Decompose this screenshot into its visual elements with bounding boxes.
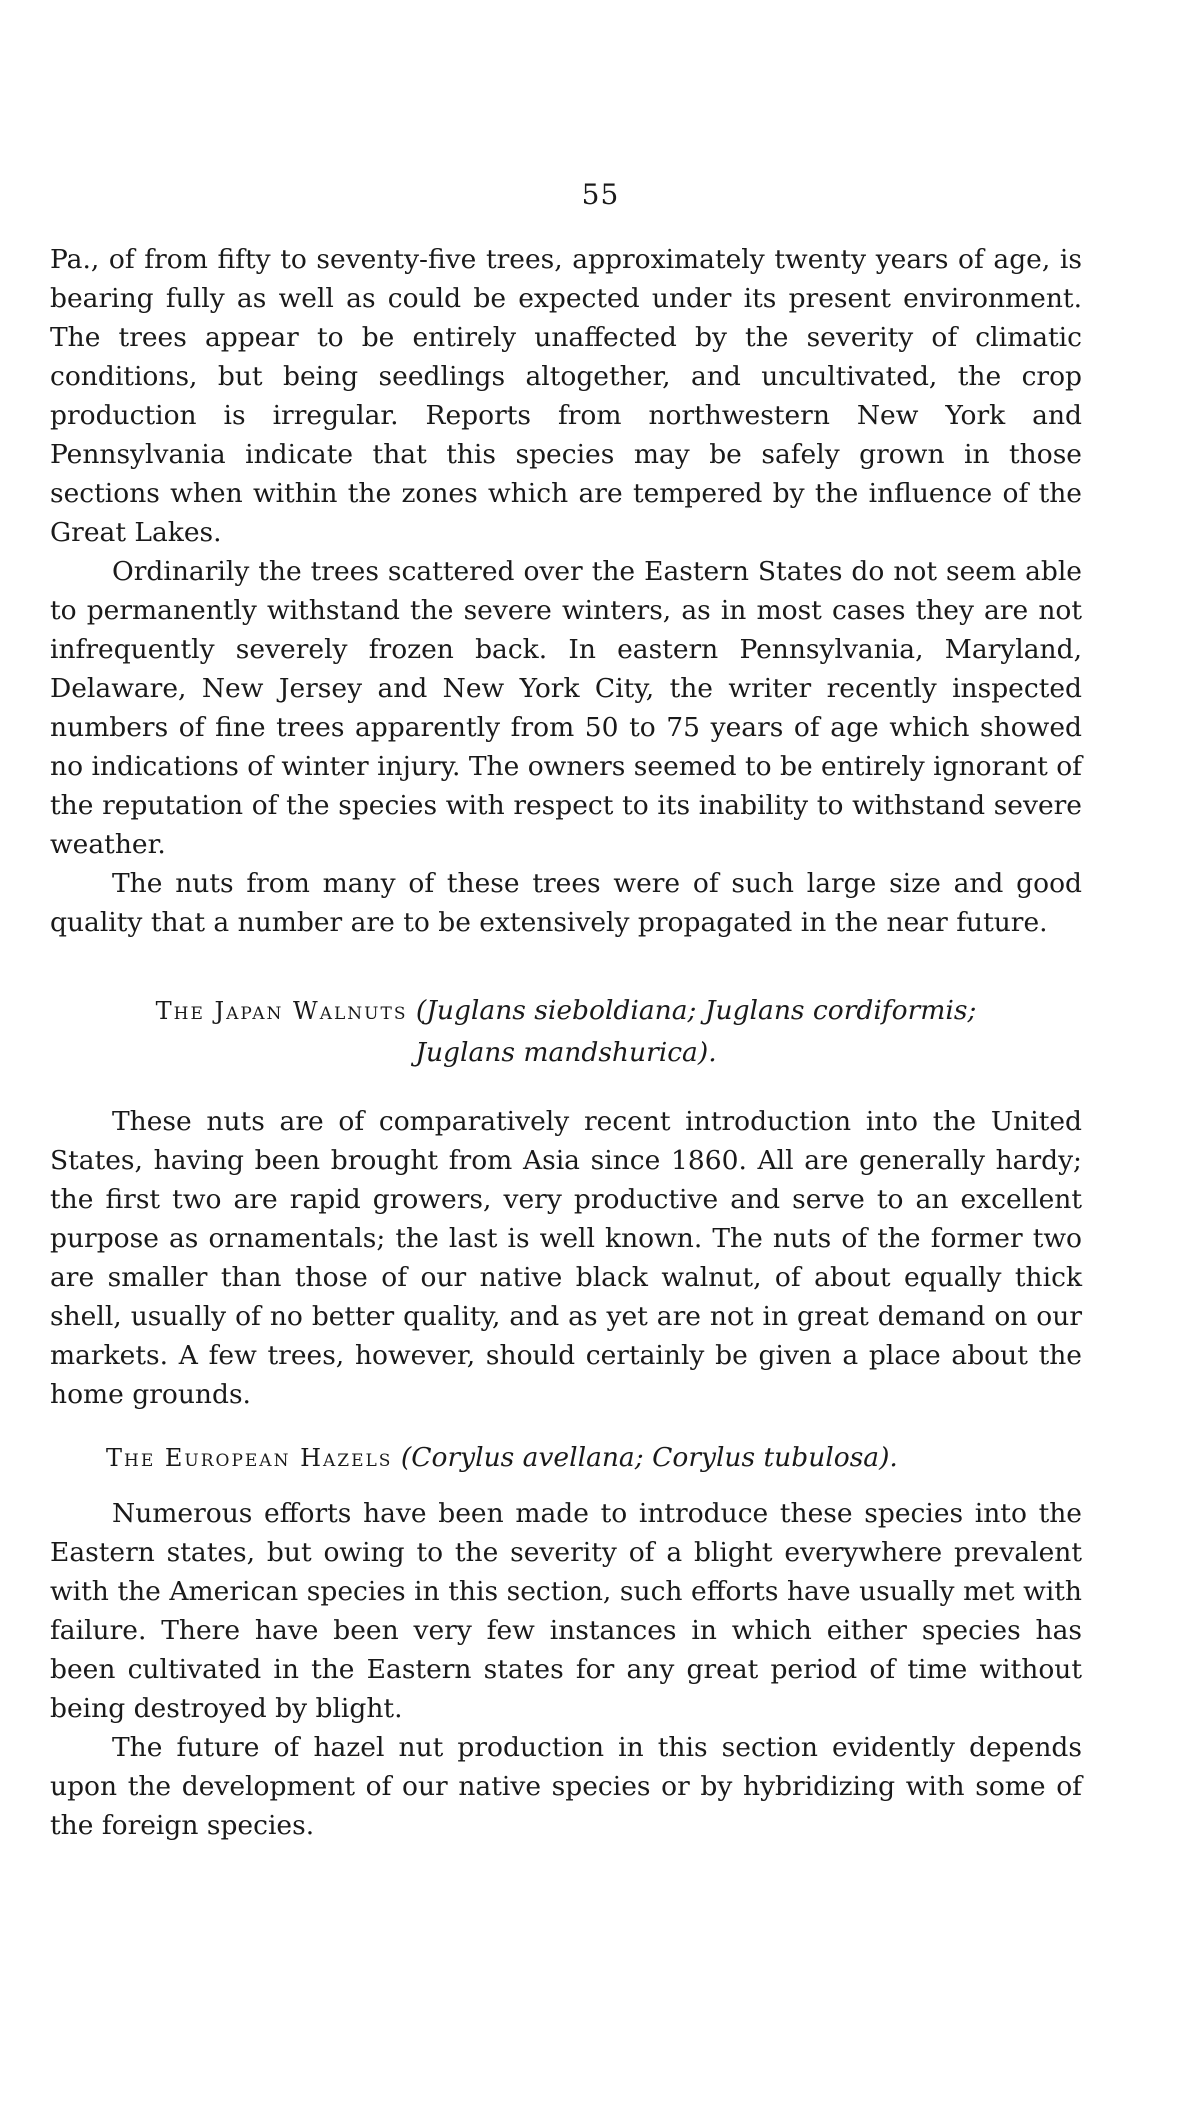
heading-japan-caps: The Japan Walnuts <box>155 997 408 1025</box>
paragraph-continuation: Pa., of from fifty to seventy-five trees, approximately twenty years of age, is bearing fully as well as could be expected under its present environment. The trees appear to be entirely unaffected by the severity of climatic conditions, but being seedlings altogether, and uncultivated, the crop production is irregular. Reports from northwestern New York and Pennsylvania indicate that this species may be safely grown in those sections when within the zones which are tempered by the influence of the Great Lakes. <box>50 244 1082 548</box>
heading-hazel-species: (Corylus avellana; Corylus tubulosa). <box>400 1442 898 1473</box>
heading-hazel-caps: The European Hazels <box>106 1444 393 1472</box>
heading-japan-walnuts <box>50 990 1082 1073</box>
heading-european-hazels <box>50 1437 1082 1479</box>
heading-japan-species-1: (Juglans sieboldiana; Juglans cordiformis; <box>415 995 977 1026</box>
heading-japan-species-2: Juglans mandshurica). <box>415 1037 717 1068</box>
paragraph-winter-hardiness: Ordinarily the trees scattered over the Eastern States do not seem able to permanently withstand the severe winters, as in most cases they are not infrequently severely frozen back. In eastern Pennsylvania, Maryland, Delaware, New Jersey and New York City, the writer recently inspected numbers of fine trees apparently from 50 to 75 years of age which showed no indications of winter injury. The owners seemed to be entirely ignorant of the reputation of the species with respect to its inability to withstand severe weather. <box>50 556 1082 860</box>
page-number: 55 <box>581 178 620 211</box>
section-continuation <box>50 240 1082 942</box>
paragraph-hazel-future: The future of hazel nut production in this section evidently depends upon the development of our native species or by hybridizing with some of the foreign species. <box>50 1732 1082 1841</box>
paragraph-japan-walnuts: These nuts are of comparatively recent introduction into the United States, having been brought from Asia since 1860. All are generally hardy; the first two are rapid growers, very productive and serve to an excellent purpose as ornamentals; the last is well known. The nuts of the former two are smaller than those of our native black walnut, of about equally thick shell, usually of no better quality, and as yet are not in great demand on our markets. A few trees, however, should certainly be given a place about the home grounds. <box>50 1106 1082 1410</box>
section-european-hazels <box>50 1494 1082 1845</box>
paragraph-propagation: The nuts from many of these trees were of such large size and good quality that a number are to be extensively propagated in the near future. <box>50 868 1082 938</box>
paragraph-hazel-efforts: Numerous efforts have been made to introduce these species into the Eastern states, but owing to the severity of a blight everywhere prevalent with the American species in this section, such efforts have usually met with failure. There have been very few instances in which either species has been cultivated in the Eastern states for any great period of time without being destroyed by blight. <box>50 1498 1082 1724</box>
section-japan-walnuts <box>50 1102 1082 1414</box>
